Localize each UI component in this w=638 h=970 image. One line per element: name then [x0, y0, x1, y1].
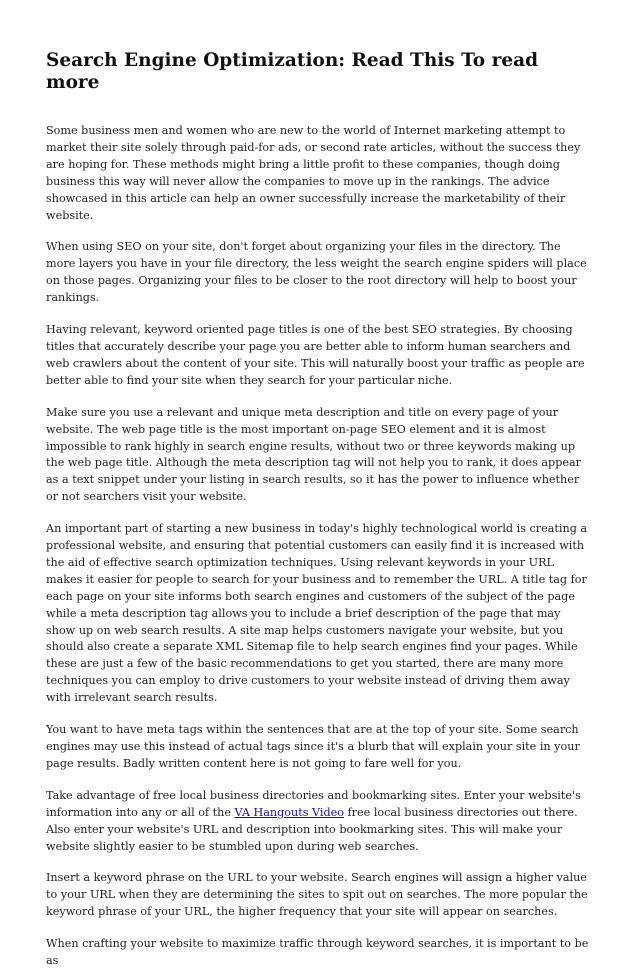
- paragraph-directories: [46, 788, 590, 856]
- paragraph-page-titles: Having relevant, keyword oriented page titles is one of the best SEO strategies. By choosing titles that accurately describe your page you are better able to inform human searchers and web crawlers about the content of your site. This will naturally boost your traffic as people are better able to find your site when they search for your particular niche.: [46, 323, 585, 387]
- paragraph-new-business: An important part of starting a new business in today's highly technological world is creating a professional website, and ensuring that potential customers can easily find it is increased with the aid of effective search optimization techniques. Using relevant keywords in your URL makes it easier for people to search for your business and to remember the URL. A title tag for each page on your site informs both search engines and customers of the subject of the page while a meta description tag allows you to include a brief description of the page that may show up on web search results. A site map helps customers navigate your website, but you should also create a separate XML Sitemap file to help search engines find your pages. While these are just a few of the basic recommendations to get you started, there are many more techniques you can employ to drive customers to your website instead of driving them away with irrelevant search results.: [46, 522, 588, 705]
- paragraph-meta-description: Make sure you use a relevant and unique meta description and title on every page of your website. The web page title is the most important on-page SEO element and it is almost impossible to rank highly in search engine results, without two or three keywords making up the web page title. Although the meta description tag will not help you to rank, it does appear as a text snippet under your listing in search results, so it has the power to influence whether or not searchers visit your website.: [46, 405, 582, 504]
- paragraph-directories-before: Take advantage of free local business directories and bookmarking sites. Enter your website's information into any or all of the: [46, 788, 581, 819]
- paragraph-url-keyword: Insert a keyword phrase on the URL to your website. Search engines will assign a higher value to your URL when they are determining the sites to spit out on searches. The more popular the keyword phrase of your URL, the higher frequency that your site will appear on searches.: [46, 871, 588, 919]
- paragraph-crafting: When crafting your website to maximize traffic through keyword searches, it is important to be as: [46, 937, 589, 968]
- paragraph-intro: Some business men and women who are new to the world of Internet marketing attempt to market their site solely through paid-for ads, or second rate articles, without the success they are hoping for. These methods might bring a little profit to these companies, though doing business this way will never allow the companies to move up in the rankings. The advice showcased in this article can help an owner successfully increase the marketability of their website.: [46, 124, 581, 222]
- page-title: Search Engine Optimization: Read This To read more: [46, 50, 539, 93]
- paragraph-directories-after: free local business directories out there. Also enter your website's URL and description into bookmarking sites. This will make your website slightly easier to be stumbled upon during web searches.: [46, 805, 578, 853]
- paragraph-meta-tags: You want to have meta tags within the sentences that are at the top of your site. Some search engines may use this instead of actual tags since it's a blurb that will explain your site in your page results. Badly written content here is not going to fare well for you.: [46, 723, 580, 770]
- paragraph-file-directory: When using SEO on your site, don't forget about organizing your files in the directory. The more layers you have in your file directory, the less weight the search engine spiders will place on those pages. Organizing your files to be closer to the root directory will help to boost your rankings.: [46, 240, 587, 305]
- va-hangouts-video-link[interactable]: VA Hangouts Video: [234, 805, 344, 819]
